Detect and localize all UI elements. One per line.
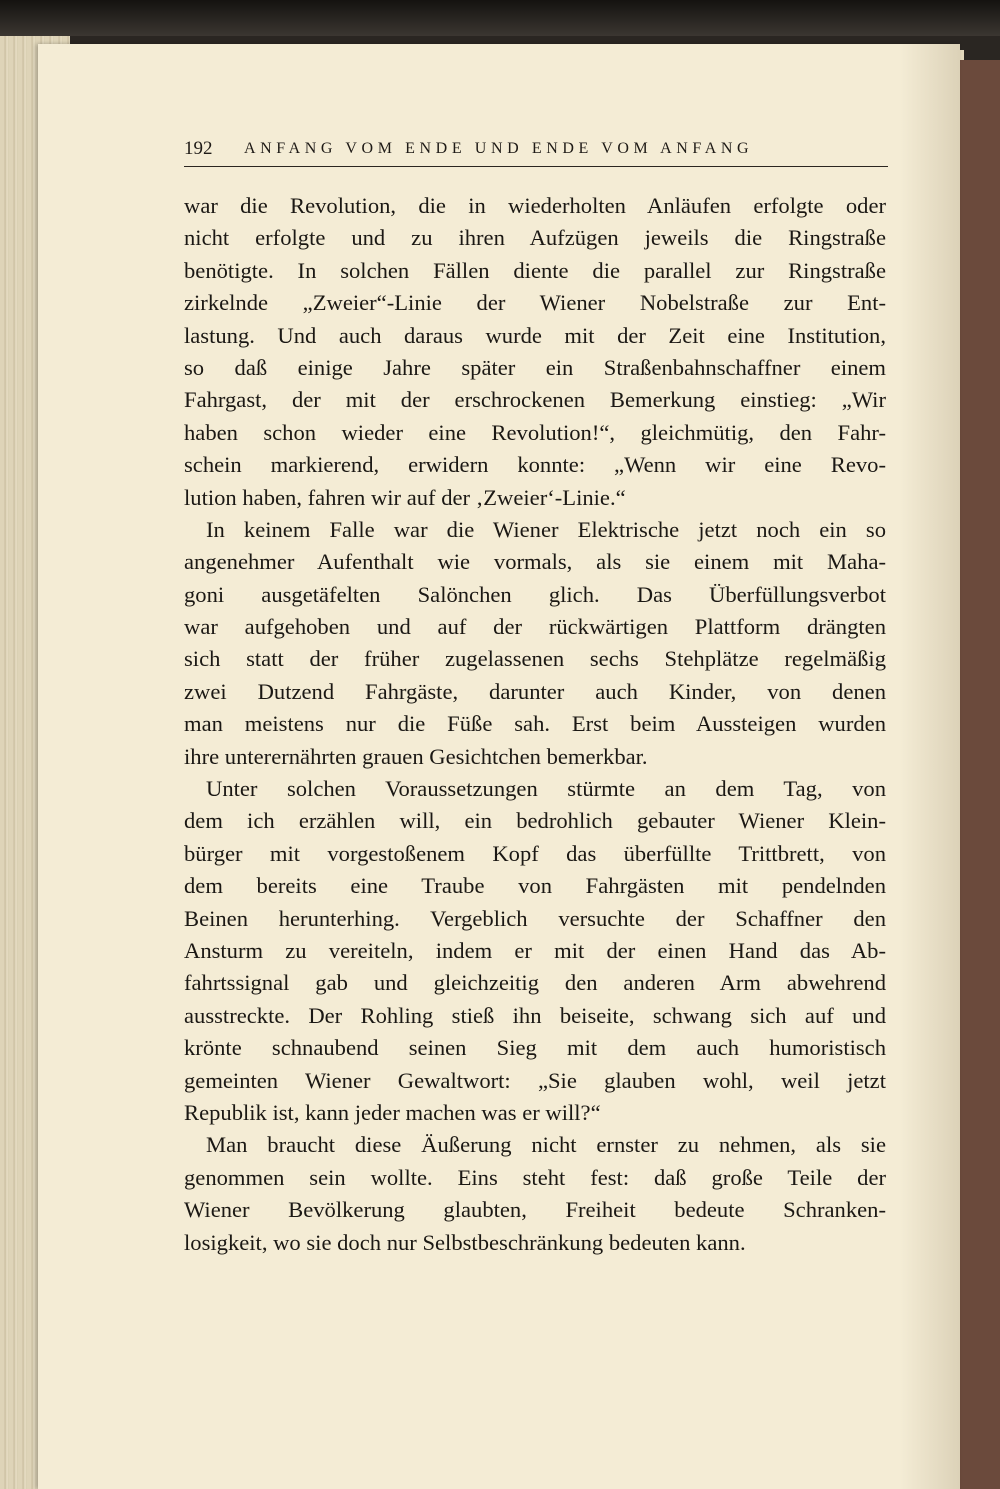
text-line: gemeinten Wiener Gewaltwort: „Sie glauben wohl, weil jetzt — [184, 1067, 886, 1093]
text-line: war die Revolution, die in wiederholten Anläufen erfolgte oder — [184, 193, 886, 218]
text-line: Republik ist, kann jeder machen was er will?“ — [184, 1099, 601, 1125]
text-line: so daß einige Jahre später ein Straßenbahnschaffner einem — [184, 354, 886, 380]
body-text — [184, 190, 886, 1259]
text-line: man meistens nur die Füße sah. Erst beim Aussteigen wurden — [184, 711, 886, 737]
text-line: ausstreckte. Der Rohling stieß ihn beiseite, schwang sich auf und — [184, 1002, 886, 1028]
text-line: lastung. Und auch daraus wurde mit der Zeit eine Institution, — [184, 322, 886, 348]
text-line: schein markierend, erwidern konnte: „Wenn wir eine Revo- — [184, 452, 886, 478]
text-line: losigkeit, wo sie doch nur Selbstbeschränkung bedeuten kann. — [184, 1229, 746, 1255]
text-line: zirkelnde „Zweier“-Linie der Wiener Nobelstraße zur Ent- — [184, 290, 886, 316]
text-line: krönte schnaubend seinen Sieg mit dem auch humoristisch — [184, 1035, 886, 1061]
text-line: fahrtssignal gab und gleichzeitig den anderen Arm abwehrend — [184, 970, 886, 996]
text-line: Man braucht diese Äußerung nicht ernster zu nehmen, als sie — [206, 1132, 886, 1158]
text-line: Unter solchen Voraussetzungen stürmte an dem Tag, von — [206, 776, 886, 802]
page-gutter-shade — [900, 44, 960, 1489]
text-line: dem bereits eine Traube von Fahrgästen mit pendelnden — [184, 873, 886, 899]
text-line: nicht erfolgte und zu ihren Aufzügen jeweils die Ringstraße — [184, 225, 886, 251]
text-line: goni ausgetäfelten Salönchen glich. Das Überfüllungsverbot — [184, 581, 886, 607]
book-cover-edge — [960, 60, 1000, 1489]
text-line: Fahrgast, der mit der erschrockenen Bemerkung einstieg: „Wir — [184, 387, 886, 413]
page-header — [184, 130, 888, 167]
page-number: 192 — [184, 138, 213, 159]
text-line: benötigte. In solchen Fällen diente die parallel zur Ringstraße — [184, 257, 886, 283]
text-line: ihre unterernährten grauen Gesichtchen bemerkbar. — [184, 743, 648, 769]
text-line: Wiener Bevölkerung glaubten, Freiheit bedeute Schranken- — [184, 1197, 886, 1223]
text-line: Ansturm zu vereiteln, indem er mit der einen Hand das Ab- — [184, 937, 886, 963]
text-line: zwei Dutzend Fahrgäste, darunter auch Kinder, von denen — [184, 678, 886, 704]
text-line: genommen sein wollte. Eins steht fest: daß große Teile der — [184, 1164, 886, 1190]
text-line: bürger mit vorgestoßenem Kopf das überfüllte Trittbrett, von — [184, 840, 886, 866]
scan-background-top — [0, 0, 1000, 36]
running-head: ANFANG VOM ENDE UND ENDE VOM ANFANG — [244, 140, 754, 157]
text-line: haben schon wieder eine Revolution!“, gleichmütig, den Fahr- — [184, 419, 886, 445]
text-line: war aufgehoben und auf der rückwärtigen Plattform drängten — [184, 614, 886, 640]
text-line: dem ich erzählen will, ein bedrohlich gebauter Wiener Klein- — [184, 808, 886, 834]
text-line: angenehmer Aufenthalt wie vormals, als sie einem mit Maha- — [184, 549, 886, 575]
text-line: sich statt der früher zugelassenen sechs Stehplätze regelmäßig — [184, 646, 886, 672]
text-line: lution haben, fahren wir auf der ‚Zweier‘-Linie.“ — [184, 484, 626, 510]
text-line: In keinem Falle war die Wiener Elektrische jetzt noch ein so — [206, 516, 886, 542]
text-line: Beinen herunterhing. Vergeblich versuchte der Schaffner den — [184, 905, 886, 931]
